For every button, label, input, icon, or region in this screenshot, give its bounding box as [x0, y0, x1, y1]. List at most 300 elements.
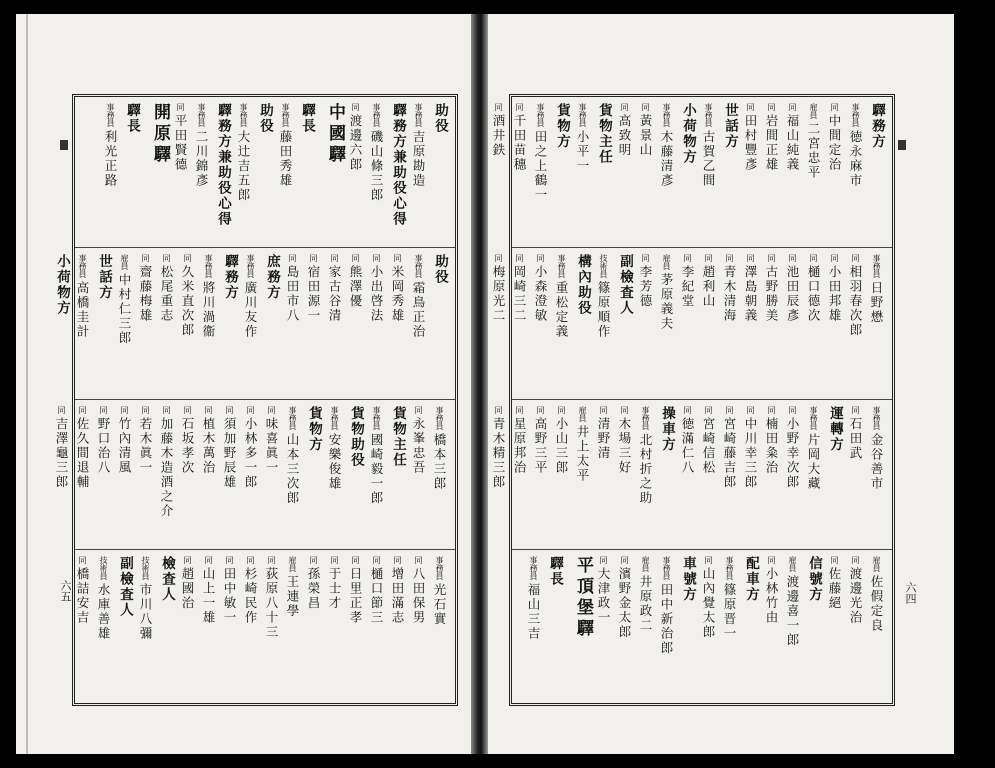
staff-title: 同 [830, 254, 839, 262]
staff-name: 日野懋 [869, 281, 884, 325]
staff-entry [283, 254, 302, 393]
role-heading [297, 103, 316, 241]
station-heading [566, 556, 592, 697]
staff-name: 樋口德次 [806, 265, 821, 323]
staff-title: 事務員 [725, 556, 734, 580]
staff-title: 事務員 [330, 406, 339, 430]
heading-text: 貨物主任 [596, 103, 612, 165]
staff-name: 二宮忠平 [806, 122, 821, 180]
left-band-bottom [75, 549, 455, 703]
role-heading [115, 556, 134, 697]
staff-name: 木藤清彥 [659, 130, 674, 188]
staff-name: 吉原勘造 [411, 130, 426, 188]
staff-name: 久米直次郎 [180, 265, 195, 338]
role-heading [804, 556, 823, 697]
staff-entry [524, 556, 543, 697]
heading-text: 運轉方 [827, 406, 843, 453]
heading-text: 貨物助役 [348, 406, 364, 468]
staff-name: 佐久間退輔 [75, 417, 90, 490]
right-band-top [491, 97, 892, 247]
staff-entry [304, 556, 323, 697]
staff-entry [741, 103, 760, 241]
staff-title: 同 [599, 406, 608, 414]
staff-title: 同 [788, 103, 797, 111]
heading-text: 驛務方 [869, 103, 885, 150]
staff-entry [762, 406, 781, 543]
staff-name: 篠原順作 [596, 281, 611, 339]
staff-title: 同 [141, 406, 150, 414]
staff-name: 小林多一郎 [243, 417, 258, 490]
staff-entry [657, 103, 676, 241]
staff-title: 同 [78, 556, 87, 564]
station-heading [318, 103, 344, 241]
staff-entry [73, 556, 92, 697]
role-heading [255, 103, 274, 241]
staff-name: 荻原八十三 [264, 567, 279, 640]
heading-text: 中國驛 [325, 103, 345, 166]
staff-name: 田中新治郎 [659, 583, 674, 656]
staff-entry [489, 254, 508, 393]
staff-entry [762, 556, 781, 697]
staff-title: 同 [767, 103, 776, 111]
staff-name: 北村折之助 [638, 433, 653, 506]
staff-entry [220, 556, 239, 697]
right-band-middle [491, 247, 892, 399]
role-heading [615, 254, 634, 393]
staff-name: 若木眞一 [138, 417, 153, 475]
staff-name: 國崎毅一郎 [369, 433, 384, 506]
staff-entry [283, 556, 302, 697]
staff-title: 同 [704, 406, 713, 414]
staff-name: 熊澤優 [348, 265, 363, 309]
staff-entry [192, 103, 211, 241]
staff-title: 同 [204, 556, 213, 564]
staff-title: 事務員 [246, 254, 255, 278]
staff-name: 島田市八 [285, 265, 300, 323]
staff-entry [241, 556, 260, 697]
heading-text: 驛務方兼助役心得 [390, 103, 406, 227]
staff-name: 高野三平 [533, 417, 548, 475]
staff-name: 井原政二 [638, 575, 653, 633]
staff-title: 同 [176, 103, 185, 111]
role-heading [594, 103, 613, 241]
staff-name: 趙利山 [701, 265, 716, 309]
staff-name: 水庫善雄 [96, 583, 111, 641]
heading-text: 貨物主任 [390, 406, 406, 468]
staff-name: 星原邦治 [512, 417, 527, 475]
role-heading [552, 103, 571, 241]
staff-name: 徳永麻市 [848, 130, 863, 188]
staff-name: 石坂孝次 [180, 417, 195, 475]
staff-title: 同 [309, 556, 318, 564]
staff-name: 磯山條三郎 [369, 130, 384, 203]
staff-name: 相羽春次郎 [848, 265, 863, 338]
staff-entry [825, 103, 844, 241]
staff-name: 佐假定良 [869, 575, 884, 633]
staff-name: 渡邊六郎 [348, 114, 363, 172]
staff-title: 同 [536, 254, 545, 262]
staff-entry [804, 103, 823, 241]
staff-name: 加藤木造酒之介 [159, 417, 174, 519]
staff-name: 小平一 [575, 130, 590, 174]
staff-entry [720, 254, 739, 393]
staff-entry [136, 254, 155, 393]
staff-title: 事務員 [704, 103, 713, 127]
staff-title: 同 [746, 406, 755, 414]
staff-name: 岡崎三二 [512, 265, 527, 323]
staff-entry [115, 406, 134, 543]
staff-title: 事務員 [578, 103, 587, 127]
staff-title: 同 [641, 254, 650, 262]
staff-entry [783, 406, 802, 543]
staff-name: 齋藤梅雄 [138, 265, 153, 323]
staff-name: 增田滿志 [390, 567, 405, 625]
staff-name: 米岡秀雄 [390, 265, 405, 323]
staff-name: 于士才 [327, 567, 342, 611]
staff-entry [346, 556, 365, 697]
heading-text: 驛長 [124, 103, 140, 134]
corner-mark [898, 140, 906, 150]
staff-title: 事務員 [435, 556, 444, 580]
staff-entry [573, 103, 592, 241]
heading-text: 貨物方 [306, 406, 322, 453]
staff-title: 事務員 [204, 254, 213, 278]
staff-name: 安樂俊雄 [327, 433, 342, 491]
station-heading [143, 103, 169, 241]
role-heading [430, 103, 449, 241]
staff-title: 同 [515, 254, 524, 262]
staff-title: 同 [141, 254, 150, 262]
staff-name: 野口治八 [96, 417, 111, 475]
staff-entry [636, 254, 655, 393]
role-heading [720, 103, 739, 241]
heading-text: 配車方 [743, 556, 759, 603]
staff-entry [430, 406, 449, 543]
staff-entry [157, 254, 176, 393]
right-band-bottom2 [512, 549, 892, 703]
staff-name: 李紀堂 [680, 265, 695, 309]
staff-entry [178, 406, 197, 543]
staff-title: 雇員 [788, 556, 797, 572]
staff-entry [178, 254, 197, 393]
staff-entry [867, 406, 886, 543]
role-heading [220, 254, 239, 393]
staff-entry [804, 254, 823, 393]
staff-title: 同 [351, 103, 360, 111]
staff-title: 同 [372, 556, 381, 564]
heading-text: 驛務方兼助役心得 [215, 103, 231, 227]
staff-entry [283, 406, 302, 543]
staff-entry [101, 103, 120, 241]
staff-title: 事務員 [809, 406, 818, 430]
staff-title: 同 [393, 556, 402, 564]
staff-entry [783, 556, 802, 697]
staff-title: 同 [372, 254, 381, 262]
staff-title: 同 [704, 254, 713, 262]
staff-title: 同 [725, 254, 734, 262]
staff-name: 佐藤絕 [827, 567, 842, 611]
staff-title: 同 [536, 406, 545, 414]
heading-text: 驛務方 [222, 254, 238, 301]
staff-name: 中村仁三郎 [117, 273, 132, 346]
staff-name: 小林竹由 [764, 567, 779, 625]
staff-entry [262, 556, 281, 697]
role-heading [346, 406, 365, 543]
staff-name: 高橋圭計 [75, 281, 90, 339]
staff-entry [346, 103, 365, 241]
staff-name: 小森澄敏 [533, 265, 548, 323]
staff-name: 利光正路 [103, 130, 118, 188]
staff-name: 樋口節三 [369, 567, 384, 625]
role-heading [678, 103, 697, 241]
staff-entry [367, 556, 386, 697]
staff-name: 片岡大藏 [806, 433, 821, 491]
staff-title: 同 [704, 556, 713, 564]
staff-title: 同 [788, 406, 797, 414]
role-heading [304, 406, 323, 543]
staff-name: 吉澤龜三郎 [54, 417, 69, 490]
staff-name: 平田賢德 [173, 114, 188, 172]
staff-entry [741, 254, 760, 393]
staff-entry [552, 254, 571, 393]
staff-title: 同 [246, 406, 255, 414]
staff-entry [657, 254, 676, 393]
staff-title: 同 [620, 556, 629, 564]
staff-title: 事務員 [641, 406, 650, 430]
role-heading [430, 254, 449, 393]
staff-entry [241, 254, 260, 393]
staff-entry [52, 406, 71, 543]
staff-name: 濱野金太郎 [617, 567, 632, 640]
staff-name: 宮崎信松 [701, 417, 716, 475]
staff-title: 同 [767, 556, 776, 564]
heading-text: 小荷物方 [54, 254, 70, 316]
staff-title: 事務員 [414, 103, 423, 127]
staff-name: 日里正孝 [348, 567, 363, 625]
staff-name: 八田保男 [411, 567, 426, 625]
staff-entry [325, 406, 344, 543]
staff-name: 孫榮昌 [306, 567, 321, 611]
staff-name: 須加野辰雄 [222, 417, 237, 490]
staff-entry [615, 406, 634, 543]
staff-entry [867, 556, 886, 697]
heading-text: 操車方 [659, 406, 675, 453]
staff-entry [783, 103, 802, 241]
staff-name: 李芳德 [638, 265, 653, 309]
staff-title: 事務員 [372, 406, 381, 430]
staff-entry [199, 556, 218, 697]
staff-title: 同 [851, 254, 860, 262]
staff-name: 二川錦彥 [194, 130, 209, 188]
staff-title: 同 [162, 254, 171, 262]
staff-entry [276, 103, 295, 241]
staff-title: 同 [494, 103, 503, 111]
staff-entry [762, 103, 781, 241]
staff-entry [94, 406, 113, 543]
staff-name: 小田邦雄 [827, 265, 842, 323]
staff-title: 事務員 [288, 406, 297, 430]
staff-title: 同 [683, 254, 692, 262]
staff-title: 同 [494, 254, 503, 262]
staff-name: 將川渦衞 [201, 281, 216, 339]
staff-entry [489, 406, 508, 543]
role-heading [741, 556, 760, 697]
staff-entry [615, 103, 634, 241]
staff-title: 同 [351, 254, 360, 262]
staff-entry [678, 254, 697, 393]
role-heading [157, 556, 176, 697]
staff-title: 技術員 [141, 556, 150, 580]
staff-name: 高致明 [617, 114, 632, 158]
staff-name: 徳滿仁八 [680, 417, 695, 475]
staff-name: 霜鳥正治 [411, 281, 426, 339]
staff-name: 篠原晋一 [722, 583, 737, 641]
staff-entry [825, 254, 844, 393]
staff-name: 光石實 [432, 583, 447, 627]
staff-title: 同 [746, 254, 755, 262]
staff-entry [657, 556, 676, 697]
staff-entry [430, 556, 449, 697]
staff-entry [594, 406, 613, 543]
staff-name: 木場三好 [617, 417, 632, 475]
staff-name: 杉崎民作 [243, 567, 258, 625]
staff-entry [678, 406, 697, 543]
heading-text: 信號方 [806, 556, 822, 603]
staff-title: 同 [851, 406, 860, 414]
staff-name: 茅原義夫 [659, 273, 674, 331]
staff-title: 事務員 [529, 556, 538, 580]
staff-title: 事務員 [872, 406, 881, 430]
staff-entry [388, 556, 407, 697]
role-heading [213, 103, 232, 241]
staff-title: 同 [162, 406, 171, 414]
staff-entry [552, 406, 571, 543]
book-gutter [471, 14, 488, 754]
staff-title: 同 [225, 406, 234, 414]
staff-entry [115, 254, 134, 393]
role-heading [388, 103, 407, 241]
staff-title: 同 [494, 406, 503, 414]
staff-entry [388, 254, 407, 393]
staff-title: 同 [725, 406, 734, 414]
staff-entry [783, 254, 802, 393]
staff-name: 橋本三郎 [432, 433, 447, 491]
staff-name: 田村豐彥 [743, 114, 758, 172]
staff-entry [699, 556, 718, 697]
staff-name: 王連學 [285, 575, 300, 619]
heading-text: 副檢査人 [117, 556, 133, 618]
staff-title: 同 [414, 556, 423, 564]
staff-entry [136, 556, 155, 697]
staff-title: 同 [204, 406, 213, 414]
staff-name: 中間定治 [827, 114, 842, 172]
staff-title: 同 [225, 556, 234, 564]
staff-entry [409, 254, 428, 393]
staff-entry [510, 406, 529, 543]
staff-title: 同 [683, 406, 692, 414]
staff-name: 酒井鉄 [491, 114, 506, 158]
staff-title: 同 [393, 254, 402, 262]
staff-entry [720, 406, 739, 543]
staff-name: 渡邊喜一郎 [785, 575, 800, 648]
staff-name: 青木精三郎 [491, 417, 506, 490]
role-heading [94, 254, 113, 393]
staff-entry [615, 556, 634, 697]
staff-title: 同 [599, 556, 608, 564]
staff-entry [762, 254, 781, 393]
staff-title: 同 [330, 556, 339, 564]
staff-entry [825, 556, 844, 697]
staff-entry [531, 406, 550, 543]
heading-text: 助役 [257, 103, 273, 134]
staff-title: 同 [641, 103, 650, 111]
staff-entry [367, 406, 386, 543]
staff-name: 青木清海 [722, 265, 737, 323]
staff-title: 同 [120, 406, 129, 414]
staff-entry [741, 406, 760, 543]
staff-title: 雇員 [662, 254, 671, 270]
heading-text: 副檢査人 [617, 254, 633, 316]
staff-title: 同 [351, 556, 360, 564]
staff-title: 同 [767, 254, 776, 262]
staff-name: 井上太平 [575, 425, 590, 483]
staff-name: 山本三次郎 [285, 433, 300, 506]
staff-title: 同 [78, 406, 87, 414]
staff-entry [699, 406, 718, 543]
staff-title: 事務員 [662, 556, 671, 580]
staff-entry [304, 254, 323, 393]
staff-name: 池田辰彥 [785, 265, 800, 323]
left-band-middle [54, 247, 455, 399]
staff-entry [699, 103, 718, 241]
staff-title: 同 [851, 556, 860, 564]
staff-name: 市川八彌 [138, 583, 153, 641]
heading-text: 助役 [432, 254, 448, 285]
staff-name: 山上一雄 [201, 567, 216, 625]
staff-name: 澤島朝義 [743, 265, 758, 323]
staff-name: 植木萬治 [201, 417, 216, 475]
staff-name: 梅原光二 [491, 265, 506, 323]
staff-entry [846, 556, 865, 697]
heading-text: 小荷物方 [680, 103, 696, 165]
staff-entry [846, 254, 865, 393]
staff-entry [531, 103, 550, 241]
staff-entry [367, 103, 386, 241]
staff-title: 同 [267, 406, 276, 414]
staff-entry [136, 406, 155, 543]
staff-title: 雇員 [641, 556, 650, 572]
staff-title: 雇員 [120, 254, 129, 270]
staff-entry [199, 254, 218, 393]
staff-entry [262, 406, 281, 543]
role-heading [388, 406, 407, 543]
staff-name: 橋詰安吉 [75, 567, 90, 625]
staff-title: 同 [830, 556, 839, 564]
staff-name: 田之上鶴一 [533, 130, 548, 203]
staff-title: 同 [183, 406, 192, 414]
role-heading [545, 556, 564, 697]
staff-title: 同 [246, 556, 255, 564]
heading-text: 構內助役 [575, 254, 591, 316]
staff-name: 清野清 [596, 417, 611, 461]
role-heading [122, 103, 141, 241]
staff-entry [73, 254, 92, 393]
staff-title: 同 [515, 406, 524, 414]
heading-text: 開原驛 [150, 103, 170, 166]
role-heading [262, 254, 281, 393]
staff-name: 宮崎藤吉郎 [722, 417, 737, 490]
staff-title: 同 [414, 406, 423, 414]
